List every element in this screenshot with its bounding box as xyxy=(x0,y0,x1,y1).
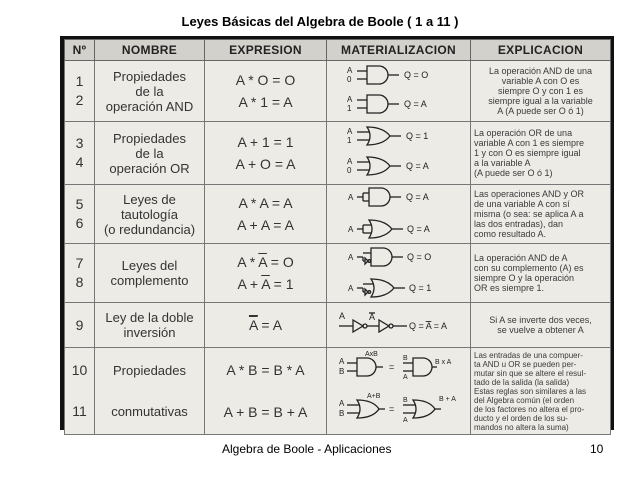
gate-output-label: AxB xyxy=(365,351,378,358)
gate-input-label: A xyxy=(348,193,354,202)
row-numbers: 3 4 xyxy=(65,122,95,185)
gate-input-label: B xyxy=(339,367,345,376)
gate-diagram xyxy=(327,61,471,122)
gate-output-label: Q = A xyxy=(404,99,427,109)
gate-output-label: A+B xyxy=(367,393,381,400)
gate-input-label: B xyxy=(339,409,345,418)
table-row xyxy=(65,185,611,244)
gate-input-label: A xyxy=(339,357,345,366)
page-number: 10 xyxy=(590,442,604,456)
diagram-label: A xyxy=(339,311,346,321)
or-gate-diagram xyxy=(327,122,471,184)
law-name: Propiedades conmutativas xyxy=(95,348,205,435)
gate-output-label: Q = A xyxy=(406,192,429,202)
row-numbers: 5 6 xyxy=(65,185,95,244)
gate-output-label: Q = O xyxy=(404,70,429,80)
header-expresion: EXPRESION xyxy=(205,40,327,61)
gate-input-label: A xyxy=(347,95,353,104)
row-numbers: 1 2 xyxy=(65,61,95,122)
commutative-gate-diagram xyxy=(327,348,471,434)
gate-input-label: 1 xyxy=(347,136,352,145)
law-explanation: Las entradas de una compuer- ta AND u OR se pueden per- mutar sin que se altere el resul- tado de la salida (la salida) Estas reglas son similares a las del Algebra común (el orden de los factores no altera el pro- ducto y el orden de los su- mandos no altera la suma) xyxy=(471,348,611,435)
footer-text: Algebra de Boole - Aplicaciones xyxy=(222,442,392,456)
gate-output-label: Q = O xyxy=(407,252,432,262)
header-row xyxy=(65,40,611,61)
law-expression: A * O = O A * 1 = A xyxy=(205,61,327,122)
gate-diagram xyxy=(327,185,471,244)
gate-input-label: 0 xyxy=(347,75,352,84)
law-explanation: La operación AND de una variable A con O es siempre O y con 1 es siempre igual a la variable A (A puede ser O ó 1) xyxy=(471,61,611,122)
gate-diagram xyxy=(327,348,471,435)
row-numbers: 7 8 xyxy=(65,244,95,303)
gate-input-label: 1 xyxy=(347,104,352,113)
gate-diagram xyxy=(327,244,471,303)
table-row xyxy=(65,348,611,435)
law-explanation: Las operaciones AND y OR de una variable A con sí misma (o sea: se aplica A a las dos entradas), dan como resultado A. xyxy=(471,185,611,244)
law-expression: $\overline{A} = A$ xyxy=(205,303,327,348)
gate-input-label: A xyxy=(348,253,354,262)
gate-output-label: B x A xyxy=(435,359,452,366)
gate-input-label: B xyxy=(403,397,408,404)
tautology-gate-diagram xyxy=(327,185,471,243)
gate-input-label: A xyxy=(403,374,408,381)
diagram-output: Q = A = A xyxy=(409,321,448,331)
header-explicacion: EXPLICACION xyxy=(471,40,611,61)
row-numbers: 10 11 xyxy=(65,348,95,435)
gate-input-label: B xyxy=(403,355,408,362)
gate-output-label: Q = A xyxy=(406,161,429,171)
law-name: Ley de la doble inversión xyxy=(95,303,205,348)
diagram-label: A xyxy=(369,312,376,322)
law-explanation: La operación AND de A con su complemento (A) es siempre O y la operación OR es siempre 1. xyxy=(471,244,611,303)
law-name: Propiedades de la operación AND xyxy=(95,61,205,122)
gate-output-label: Q = 1 xyxy=(409,283,432,293)
table-row xyxy=(65,303,611,348)
gate-output-label: Q = A xyxy=(407,224,430,234)
table-row xyxy=(65,244,611,303)
double-inversion-diagram xyxy=(327,303,471,347)
gate-input-label: A xyxy=(339,399,345,408)
law-name: Leyes del complemento xyxy=(95,244,205,303)
gate-input-label: A xyxy=(348,225,354,234)
law-explanation: Si A se inverte dos veces, se vuelve a obtener A xyxy=(471,303,611,348)
gate-input-label: A xyxy=(348,284,354,293)
equals-sign: = xyxy=(389,404,395,414)
gate-output-label: Q = 1 xyxy=(406,131,429,141)
gate-input-label: 0 xyxy=(347,166,352,175)
law-expression: A * A = A A + A = A xyxy=(205,185,327,244)
law-expression: A + 1 = 1 A + O = A xyxy=(205,122,327,185)
header-nombre: NOMBRE xyxy=(95,40,205,61)
row-numbers: 9 xyxy=(65,303,95,348)
table-row xyxy=(65,122,611,185)
table-row xyxy=(65,61,611,122)
equals-sign: = xyxy=(389,362,395,372)
header-num: Nº xyxy=(65,40,95,61)
gate-output-label: B + A xyxy=(439,396,456,403)
law-expression: A * B = B * A A + B = B + A xyxy=(205,348,327,435)
law-explanation: La operación OR de una variable A con 1 es siempre 1 y con O es siempre igual a la variable A (A puede ser O ó 1) xyxy=(471,122,611,185)
gate-diagram xyxy=(327,303,471,348)
gate-input-label: A xyxy=(347,66,353,75)
boole-laws-table xyxy=(64,39,611,435)
law-name: Leyes de tautología (o redundancia) xyxy=(95,185,205,244)
page-title: Leyes Básicas del Algebra de Boole ( 1 a 11 ) xyxy=(181,14,459,29)
law-name: Propiedades de la operación OR xyxy=(95,122,205,185)
gate-input-label: A xyxy=(347,157,353,166)
gate-input-label: A xyxy=(347,127,353,136)
gate-input-label: A xyxy=(403,417,408,424)
complement-gate-diagram xyxy=(327,244,471,302)
header-materializacion: MATERIALIZACION xyxy=(327,40,471,61)
laws-sheet xyxy=(60,36,614,430)
gate-diagram xyxy=(327,122,471,185)
law-expression: $A * \overline{A} = O$ $A + \overline{A} = 1$ xyxy=(205,244,327,303)
and-gate-diagram xyxy=(327,61,471,121)
